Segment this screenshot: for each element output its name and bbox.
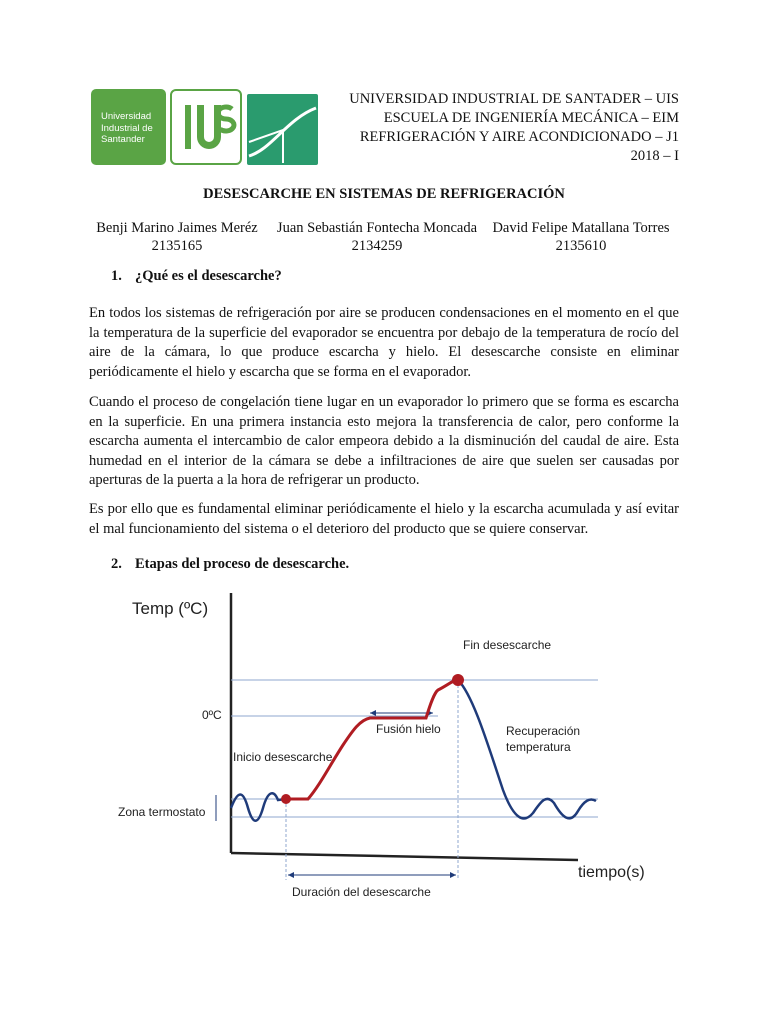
- header-line: REFRIGERACIÓN Y AIRE ACONDICIONADO – J1: [359, 129, 679, 145]
- header-line: UNIVERSIDAD INDUSTRIAL DE SANTADER – UIS: [349, 91, 679, 107]
- end-point: [452, 674, 464, 686]
- author-code: 2135610: [555, 238, 607, 254]
- eim-logo: [247, 94, 318, 165]
- author-block: [272, 219, 482, 255]
- logo-text-line: Santander: [101, 134, 145, 145]
- section-number: 2.: [111, 556, 122, 572]
- recovery-label: Recuperación: [506, 724, 581, 738]
- institution-header: [349, 90, 679, 166]
- uis-logo-outline: [170, 89, 242, 165]
- author-block: [490, 219, 672, 255]
- section-number: 1.: [111, 268, 122, 284]
- author-name: David Felipe Matallana Torres: [492, 220, 670, 236]
- header-line: ESCUELA DE INGENIERÍA MECÁNICA – EIM: [383, 110, 679, 126]
- zone-label: Zona termostato: [118, 805, 206, 819]
- author-name: Benji Marino Jaimes Meréz: [96, 220, 258, 236]
- eim-curve-icon: [247, 94, 318, 165]
- paragraph: Es por ello que es fundamental eliminar periódicamente el hielo y la escarcha acumulada y así evitar el mal funcionamiento del sistema o el deterioro del producto que se quiere conservar.: [89, 501, 679, 537]
- author-code: 2134259: [351, 238, 403, 254]
- uis-logo-green: [91, 89, 166, 165]
- uis-mark-icon: [172, 91, 240, 163]
- document-title: DESESCARCHE EN SISTEMAS DE REFRIGERACIÓN: [203, 186, 565, 202]
- logo-text-line: Universidad: [101, 111, 152, 122]
- y-axis-label: Temp (ºC): [132, 599, 209, 618]
- start-label: Inicio desescarche: [233, 750, 333, 764]
- duration-label: Duración del desescarche: [292, 885, 431, 899]
- melt-label: Fusión hielo: [376, 722, 441, 736]
- defrost-diagram: [108, 585, 658, 905]
- section-heading: [111, 268, 282, 285]
- author-name: Juan Sebastián Fontecha Moncada: [276, 220, 478, 236]
- logo-text-line: Industrial de: [101, 122, 153, 134]
- recovery-label: temperatura: [506, 740, 571, 754]
- author-code: 2135165: [151, 238, 203, 254]
- author-block: [92, 219, 262, 255]
- zero-label: 0ºC: [202, 708, 222, 722]
- x-axis-label: tiempo(s): [578, 864, 645, 881]
- section-heading: [111, 556, 349, 573]
- x-axis: [231, 853, 578, 860]
- end-label: Fin desescarche: [463, 638, 552, 652]
- start-point: [281, 794, 291, 804]
- paragraph: Cuando el proceso de congelación tiene lugar en un evaporador lo primero que se forma es escarcha en la superficie. En una primera instancia esto mejora la transferencia de calor, pero conforme la escarcha aumenta el intercambio de calor empeora debido a la disminución del caudal de aire. Esta humedad en el interior de la cámara se debe a infiltraciones de aire que suelen ser causadas por aperturas de la puerta a la hora de refrigerar un producto.: [89, 394, 679, 488]
- header-line: 2018 – I: [630, 148, 679, 164]
- section-title: ¿Qué es el desescarche?: [135, 268, 282, 284]
- paragraph: En todos los sistemas de refrigeración por aire se producen condensaciones en el momento en el que la temperatura de la superficie del evaporador se encuentra por debajo de la temperatura de rocío del aire de la cámara, lo que produce escarcha y hielo. El desescarche consiste en eliminar periódicamente el hielo y escarcha que se forma en el evaporador.: [89, 305, 679, 380]
- defrost-curve: [286, 680, 458, 799]
- section-title: Etapas del proceso de desescarche.: [135, 556, 350, 572]
